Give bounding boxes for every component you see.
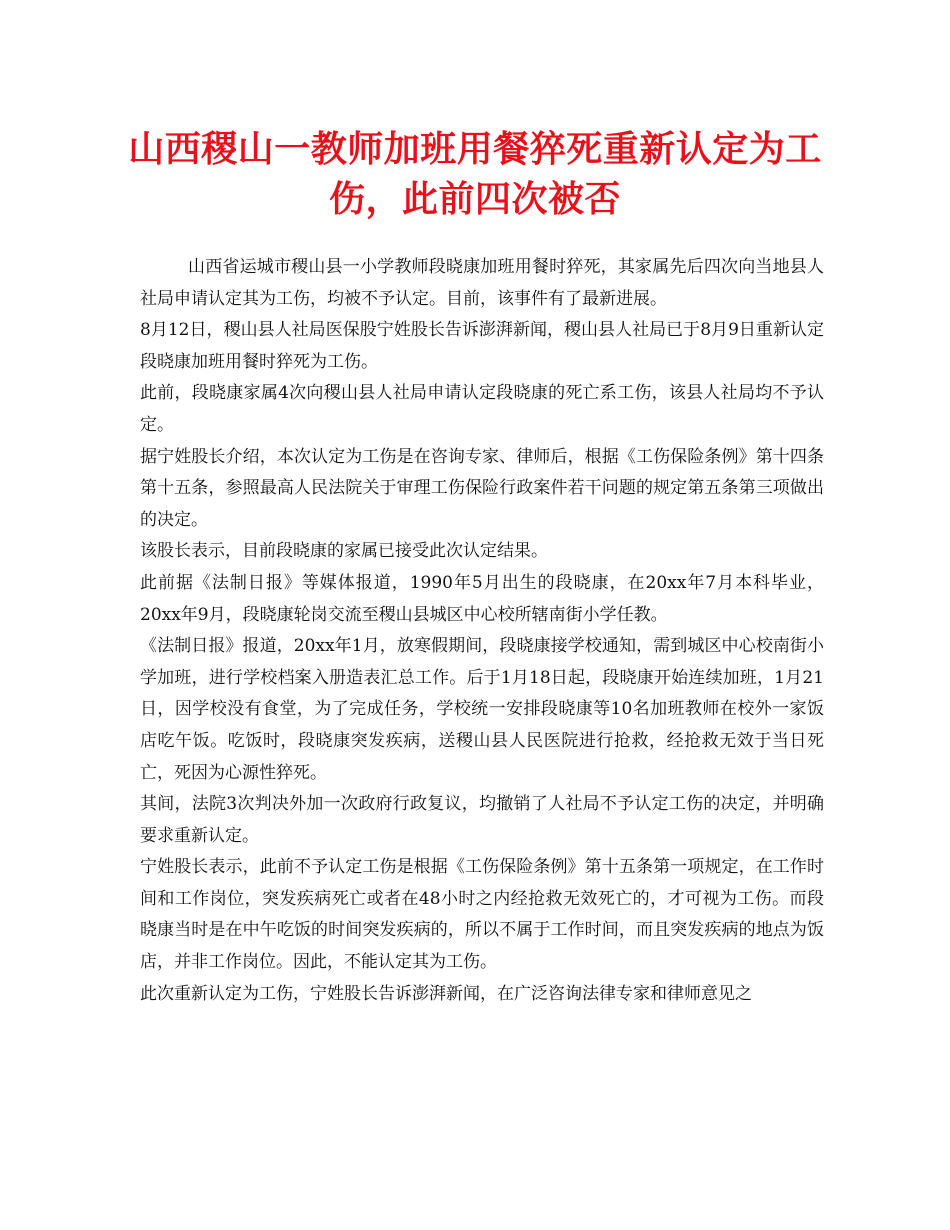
paragraph: 此次重新认定为工伤，宁姓股长告诉澎湃新闻，在广泛咨询法律专家和律师意见之 <box>140 983 752 1004</box>
paragraph: 该股长表示，目前段晓康的家属已接受此次认定结果。 <box>140 541 548 562</box>
paragraph: 宁姓股长表示，此前不予认定工伤是根据《工伤保险条例》第十五条第一项规定，在工作时间和工作岗位，突发疾病死亡或者在48小时之内经抢救无效死亡的，才可视为工伤。而段晓康当时是在中午吃饭的时间突发疾病的，所以不属于工作时间，而且突发疾病的地点为饭店，并非工作岗位。因此，不能认定其为工伤。 <box>140 857 824 973</box>
paragraph: 山西省运城市稷山县一小学教师段晓康加班用餐时猝死，其家属先后四次向当地县人社局申请认定其为工伤，均被不予认定。目前，该事件有了最新进展。 <box>140 257 824 309</box>
article-body <box>140 252 824 1010</box>
article-title: 山西稷山一教师加班用餐猝死重新认定为工伤，此前四次被否 <box>128 128 822 220</box>
paragraph: 此前，段晓康家属4次向稷山县人社局申请认定段晓康的死亡系工伤，该县人社局均不予认定。 <box>140 383 824 435</box>
paragraph: 《法制日报》报道，20xx年1月，放寒假期间，段晓康接学校通知，需到城区中心校南街小学加班，进行学校档案入册造表汇总工作。后于1月18日起，段晓康开始连续加班，1月21日，因学校没有食堂，为了完成任务，学校统一安排段晓康等10名加班教师在校外一家饭店吃午饭。吃饭时，段晓康突发疾病，送稷山县人民医院进行抢救，经抢救无效于当日死亡，死因为心源性猝死。 <box>140 636 824 783</box>
paragraph: 据宁姓股长介绍，本次认定为工伤是在咨询专家、律师后，根据《工伤保险条例》第十四条第十五条，参照最高人民法院关于审理工伤保险行政案件若干问题的规定第五条第三项做出的决定。 <box>140 446 824 530</box>
paragraph: 其间，法院3次判决外加一次政府行政复议，均撤销了人社局不予认定工伤的决定，并明确要求重新认定。 <box>140 794 824 846</box>
paragraph: 此前据《法制日报》等媒体报道，1990年5月出生的段晓康，在20xx年7月本科毕业，20xx年9月，段晓康轮岗交流至稷山县城区中心校所辖南街小学任教。 <box>140 572 824 625</box>
paragraph: 8月12日，稷山县人社局医保股宁姓股长告诉澎湃新闻，稷山县人社局已于8月9日重新认定段晓康加班用餐时猝死为工伤。 <box>140 320 824 372</box>
